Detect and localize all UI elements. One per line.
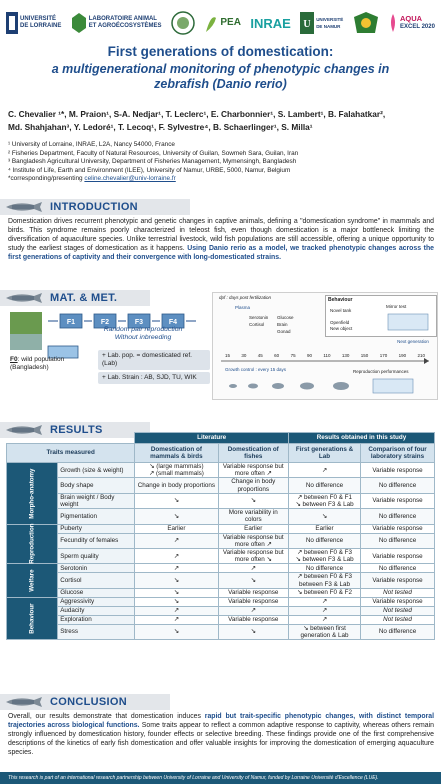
plasma-label: Plasma xyxy=(235,305,251,310)
section-title: RESULTS xyxy=(50,424,103,436)
cell-fishes: ↘ xyxy=(218,573,288,588)
cell-mammals: ↗ xyxy=(135,533,218,548)
cell-strains: Not tested xyxy=(361,588,435,597)
cell-mammals: ↗ xyxy=(135,606,218,615)
affiliation: ³ Bangladesh Agricultural University, Department of Fisheries Management, Mymensingh, Bangladesh xyxy=(8,158,297,166)
cell-mammals: ↘ xyxy=(135,588,218,597)
cell-trait: Sperm quality xyxy=(58,549,135,564)
gen-label: F4 xyxy=(168,319,178,326)
poster-subtitle: a multigenerational monitoring of phenotypic changes in zebrafish (Danio rerio) xyxy=(51,62,390,91)
namur-logo: U UNIVERSITÉ DE NAMUR xyxy=(300,12,343,34)
wild-habitat-photo xyxy=(10,312,42,350)
university-lorraine-logo: UNIVERSITÉ DE LORRAINE xyxy=(6,12,61,34)
lab-strain-box: + Lab. Strain : AB, SJD, TU, WIK xyxy=(98,372,210,384)
cell-fishes: Variable response but more often ↗ xyxy=(218,463,288,478)
cell-mammals: ↘ xyxy=(135,597,218,606)
cell-first-gen: No difference xyxy=(288,478,360,493)
section-title: MAT. & MET. xyxy=(50,292,118,304)
aquaexcel-logo: AQUA EXCEL 2020 xyxy=(388,12,435,34)
cell-fishes: ↘ xyxy=(218,493,288,508)
cell-mammals: ↗ xyxy=(135,564,218,573)
behaviour-box: Behaviour Novel tank Mirror test Openfield New object xyxy=(325,295,437,337)
author-list: C. Chevalier ¹*, M. Praion¹, S-A. Nedjar¹, T. Leclerc¹, E. Charbonnier¹, S. Lambert¹, B. Falahatkar², Md. Shahjahan³, Y. Ledoré¹, T. Lecoq¹, F. Sylvestre⁴, B. Schaerlinger¹, S. Milla¹ xyxy=(8,109,386,132)
column-header: Domestication of fishes xyxy=(218,444,288,463)
cell-trait: Brain weight / Body weight xyxy=(58,493,135,508)
column-header: Domestication of mammals & birds xyxy=(135,444,218,463)
cell-mammals: Earlier xyxy=(135,524,218,533)
section-title: INTRODUCTION xyxy=(50,201,138,213)
table-row xyxy=(7,573,435,588)
group-label: Behaviour xyxy=(7,597,58,639)
cell-first-gen: ↗ xyxy=(288,463,360,478)
cell-fishes: Change in body proportions xyxy=(218,478,288,493)
experimental-design-diagram: dpf : days post fertilization Plasma Serotonin Cortisol Glucose Brain Gonad Behaviour Novel tank Mirror test Openfield New object Next generation 15 30 45 60 75 90 110 130 150 170 190 210 Growth control : every 15 days Reproduction performances xyxy=(212,292,438,400)
cell-strains: Variable response xyxy=(361,549,435,564)
cell-trait: Growth (size & weight) xyxy=(58,463,135,478)
column-header: First generations & Lab xyxy=(288,444,360,463)
zebrafish-icon xyxy=(4,201,44,213)
cell-fishes: ↗ xyxy=(218,606,288,615)
inrae-logo: INRAE xyxy=(250,15,291,31)
corresponding-author: *corresponding/presenting celine.chevalier@univ-lorraine.fr xyxy=(8,175,176,183)
group-label: Morpho-anatomy xyxy=(7,463,58,525)
cell-trait: Cortisol xyxy=(58,573,135,588)
cell-strains: Variable response xyxy=(361,493,435,508)
methods-panel xyxy=(10,300,210,398)
table-row xyxy=(7,624,435,639)
footer-funding: This research is part of an international research partnership between University of Lorraine and University of Namur, funded by Lorraine Université d'Excellence (LUE). xyxy=(0,772,441,784)
table-row xyxy=(7,478,435,493)
cell-strains: No difference xyxy=(361,533,435,548)
cell-trait: Puberty xyxy=(58,524,135,533)
svg-text:U: U xyxy=(303,19,311,30)
cell-first-gen: ↘ between F0 & F2 xyxy=(288,588,360,597)
conclusion-text: Overall, our results demonstrate that domestication induces rapid but trait-specific phenotypic changes, with distinct temporal trajectories across biological functions. Some traits appear to reflect a common adaptive response to captivity, whereas others remain strongly influenced by domestication history, founder effects or selective breeding. These findings provide one of the first comprehensive descriptions of the kinetics of early fish domestication and offer valuable insights for improving the domestication of emerging aquaculture species. xyxy=(8,713,435,757)
cell-first-gen: Earlier xyxy=(288,524,360,533)
table-row xyxy=(7,588,435,597)
fish-growth-icons xyxy=(223,377,423,395)
guilan-university-seal xyxy=(171,11,195,35)
cell-mammals: ↘ (large mammals) ↗ (small mammals) xyxy=(135,463,218,478)
introduction-text: Domestication drives recurrent phenotypic and genetic changes in captive animals, defining a "domestication syndrome" in mammals and birds. This syndrome remains poorly characterized in teleost fish, even though domestication is a major bottleneck limiting the diversification of aquaculture species. Unlike terrestrial livestock, wild fish populations are still accessible, offering a unique opportunity to study the earliest stages of domestication as it happens. Using Danio rerio as a model, we tracked phenotypic changes across the first generations of captivity and their convergence with long-domesticated strains. xyxy=(8,218,434,262)
cell-mammals: ↗ xyxy=(135,615,218,624)
cell-trait: Audacity xyxy=(58,606,135,615)
header-results: Results obtained in this study xyxy=(288,433,434,444)
column-header: Comparison of four laboratory strains xyxy=(361,444,435,463)
reproduction-note: Random pair reproduction Without inbreeding xyxy=(103,326,183,341)
cell-mammals: ↗ xyxy=(135,549,218,564)
cell-trait: Stress xyxy=(58,624,135,639)
cell-fishes: Variable response but more often ↗ xyxy=(218,533,288,548)
lae-logo: LABORATOIRE ANIMAL ET AGROÉCOSYSTÈMES xyxy=(71,12,162,34)
f0-description: F0: wild population (Bangladesh) xyxy=(10,356,65,371)
cell-strains: Not tested xyxy=(361,606,435,615)
table-row xyxy=(7,606,435,615)
group-label: Welfare xyxy=(7,564,58,597)
affiliation: ⁴ Institute of Life, Earth and Environment (ILEE), University of Namur, URBE, 5000, Namur, Belgium xyxy=(8,166,291,174)
cell-fishes: More variability in colors xyxy=(218,509,288,524)
gen-label: F1 xyxy=(66,319,76,326)
results-table xyxy=(6,432,435,640)
header-literature: Literature xyxy=(135,433,289,444)
group-label: Reproduction xyxy=(7,524,58,564)
table-row xyxy=(7,524,435,533)
email-link[interactable]: celine.chevalier@univ-lorraine.fr xyxy=(84,175,176,183)
gen-label: F2 xyxy=(100,319,110,326)
cell-fishes: Variable response xyxy=(218,588,288,597)
cell-first-gen: ↗ xyxy=(288,597,360,606)
cell-strains: Variable response xyxy=(361,597,435,606)
cell-trait: Body shape xyxy=(58,478,135,493)
cell-strains: Variable response xyxy=(361,463,435,478)
lab-pop-box: + Lab. pop. = domesticated ref. (Lab) xyxy=(98,350,210,370)
cell-trait: Serotonin xyxy=(58,564,135,573)
cell-first-gen: ↘ between first generation & Lab xyxy=(288,624,360,639)
table-row xyxy=(7,463,435,478)
cell-first-gen: ↗ xyxy=(288,615,360,624)
section-introduction xyxy=(0,199,190,215)
cell-first-gen: No difference xyxy=(288,564,360,573)
cell-trait: Fecundity of females xyxy=(58,533,135,548)
cell-trait: Pigmentation xyxy=(58,509,135,524)
affiliation: ² Fisheries Department, Faculty of Natural Resources, University of Guilan, Sowmeh Sara, Guilan, Iran xyxy=(8,149,299,157)
cell-strains: Not tested xyxy=(361,615,435,624)
cell-fishes: Variable response xyxy=(218,597,288,606)
cell-mammals: Change in body proportions xyxy=(135,478,218,493)
cell-first-gen: ↗ between F0 & F3 between F3 & Lab xyxy=(288,573,360,588)
cell-first-gen: No difference xyxy=(288,533,360,548)
cell-first-gen: ↗ between F0 & F1 ↘ between F3 & Lab xyxy=(288,493,360,508)
pea-logo: PEA xyxy=(204,12,241,34)
timeline-ticks: 15 30 45 60 75 90 110 130 150 170 190 210 xyxy=(225,353,425,358)
logo-bar xyxy=(6,5,435,41)
column-header: Traits measured xyxy=(7,444,135,463)
cell-fishes: ↗ xyxy=(218,564,288,573)
cell-fishes: ↘ xyxy=(218,624,288,639)
affiliations xyxy=(8,141,436,184)
table-row xyxy=(7,564,435,573)
cell-first-gen: ↗ between F0 & F3 ↘ between F3 & Lab xyxy=(288,549,360,564)
table-row xyxy=(7,493,435,508)
cell-fishes: Variable response xyxy=(218,615,288,624)
poster-title: First generations of domestication: xyxy=(107,44,334,59)
section-title: CONCLUSION xyxy=(50,696,127,708)
affiliation: ¹ University of Lorraine, INRAE, L2A, Nancy 54000, France xyxy=(8,141,175,148)
cell-mammals: ↘ xyxy=(135,624,218,639)
cell-fishes: Earlier xyxy=(218,524,288,533)
cell-strains: Variable response xyxy=(361,573,435,588)
cell-strains: Variable response xyxy=(361,524,435,533)
table-row xyxy=(7,615,435,624)
cell-trait: Glucose xyxy=(58,588,135,597)
cell-mammals: ↘ xyxy=(135,509,218,524)
cell-strains: No difference xyxy=(361,509,435,524)
zebrafish-icon xyxy=(4,696,44,708)
cell-mammals: ↘ xyxy=(135,573,218,588)
table-row xyxy=(7,533,435,548)
gen-label: F3 xyxy=(134,319,144,326)
cell-strains: No difference xyxy=(361,564,435,573)
cell-first-gen: ↘ xyxy=(288,509,360,524)
cell-strains: No difference xyxy=(361,478,435,493)
cell-strains: No difference xyxy=(361,624,435,639)
table-row xyxy=(7,549,435,564)
cell-trait: Aggressivity xyxy=(58,597,135,606)
section-conclusion xyxy=(0,694,170,710)
bangladesh-agri-seal xyxy=(353,11,379,35)
table-row xyxy=(7,597,435,606)
cell-trait: Exploration xyxy=(58,615,135,624)
cell-mammals: ↘ xyxy=(135,493,218,508)
cell-fishes: Variable response but more often ↘ xyxy=(218,549,288,564)
cell-first-gen: ↗ xyxy=(288,606,360,615)
table-row xyxy=(7,509,435,524)
